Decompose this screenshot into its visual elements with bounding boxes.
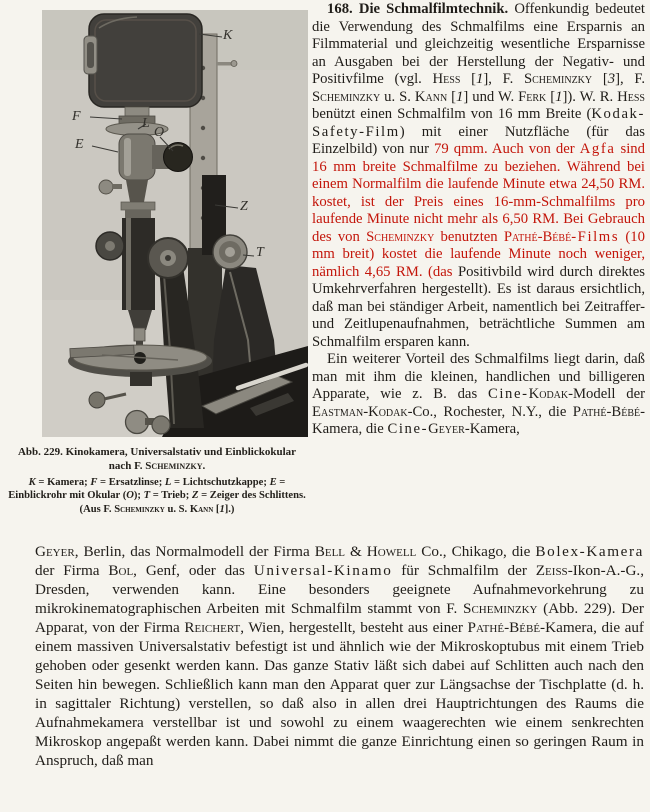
paragraph-advantage-column-part: Ein weiterer Vorteil des Schmalfilms liegt darin, daß man mit ihm die kleinen, handlichen und billigeren Apparate, wie z. B. das Cine-Kodak-Modell der Eastman-Kodak-Co., Rochester, N.Y., die Pathé-Bébé-Kamera, die Cine-Geyer-Kamera, xyxy=(312,351,645,437)
figure-label-K: K xyxy=(223,28,233,43)
figure-label-F: F xyxy=(72,109,81,124)
figure-photo-abb-229 xyxy=(42,10,308,437)
figure-caption xyxy=(8,446,306,516)
figure-label-Z: Z xyxy=(240,199,248,214)
text-column xyxy=(312,0,650,439)
eyepiece-ocular xyxy=(164,143,193,172)
figure-label-L: L xyxy=(142,116,150,131)
paragraph-168: 168. Die Schmalfilmtechnik. Offenkundig bedeutet die Verwendung des Schmalfilms eine Ersparnis an Filmmaterial und gleichzeitig wesentliche Ersparnisse an Ausgaben bei der Herstellung der Negativ- und Positivfilme (vgl. Hess [1], F. Scheminzky [3], F. Scheminzky u. S. Kann [1] und W. Ferk [1]). W. R. Hess benützt einen Schmalfilm von 16 mm Breite (Kodak-Safety-Film) mit einer Nutzfläche (für das Einzelbild) von nur 79 qmm. Auch von der Agfa sind 16 mm breite Schmalfilme zu beziehen. Während bei einem Normalfilm die laufende Minute etwa 24,50 RM. kostet, ist der Preis eines 16-mm-Schmalfilms pro laufende Minute nicht mehr als 6,50 RM. Bei Gebrauch des von Scheminzky benutzten Pathé-Bébé-Films (10 mm breit) kostet die laufende Minute noch weniger, nämlich 4,65 RM. (das Positivbild wird durch direktes Umkehrverfahren hergestellt). Es ist daraus ersichtlich, daß man bei ständiger Arbeit, namentlich bei Zeitraffer- und Zeitlupenaufnahmen, beträchtliche Summen am Schmalfilm ersparen kann. xyxy=(312,1,645,350)
figure-label-O: O xyxy=(154,125,165,140)
figure-caption-source: (Aus F. Scheminzky u. S. Kann [1].) xyxy=(79,504,235,515)
figure-label-T: T xyxy=(256,245,264,260)
figure-label-E: E xyxy=(75,137,84,152)
figure-caption-legend: K = Kamera; F = Ersatzlinse; L = Lichtschutzkappe; E = Einblickrohr mit Okular (O); T = Trieb; Z = Zeiger des Schlittens. xyxy=(8,477,306,501)
objective xyxy=(134,328,145,341)
fullwidth-section xyxy=(35,542,644,770)
lens-adapter xyxy=(125,107,149,116)
paragraph-advantage-fullwidth-part: Geyer, Berlin, das Normalmodell der Firma Bell & Howell Co., Chikago, die Bolex-Kamera der Firma Bol, Genf, oder das Universal-Kinamo für Schmalfilm der Zeiss-Ikon-A.-G., Dresden, verwenden kann. Eine besonders geeignete Aufnahmevorkehrung zu mikrokinematographischen Arbeiten mit Schmalfilm stammt von F. Scheminzky (Abb. 229). Der Apparat, von der Firma Reichert, Wien, hergestellt, besteht aus einer Pathé-Bébé-Kamera, die auf einem massiven Universalstativ befestigt ist und ähnlich wie der Mikroskoptubus mit einem Trieb gehoben oder gesenkt werden kann. Das ganze Stativ läßt sich dabei auf Schlitten auch nach den Seiten hin bewegen. Schließlich kann man den Apparat quer zur Längsachse der Tischplatte (d. h. in sagittaler Richtung) verstellen, so daß also in allen drei Hauptrichtungen des Raums die Aufnahmekamera verstellbar ist und sowohl zu einem waagerechten wie einem senkrechten Mikroskop angepaßt werden kann. Dabei nimmt die ganze Einrichtung einen so geringen Raum in Anspruch, daß man xyxy=(35,543,645,769)
camera-body xyxy=(89,14,202,107)
apparatus-illustration xyxy=(42,10,308,437)
figure-column xyxy=(0,0,312,516)
figure-caption-title: Abb. 229. Kinokamera, Universalstativ und Einblickokular nach F. Scheminzky. xyxy=(17,446,297,472)
